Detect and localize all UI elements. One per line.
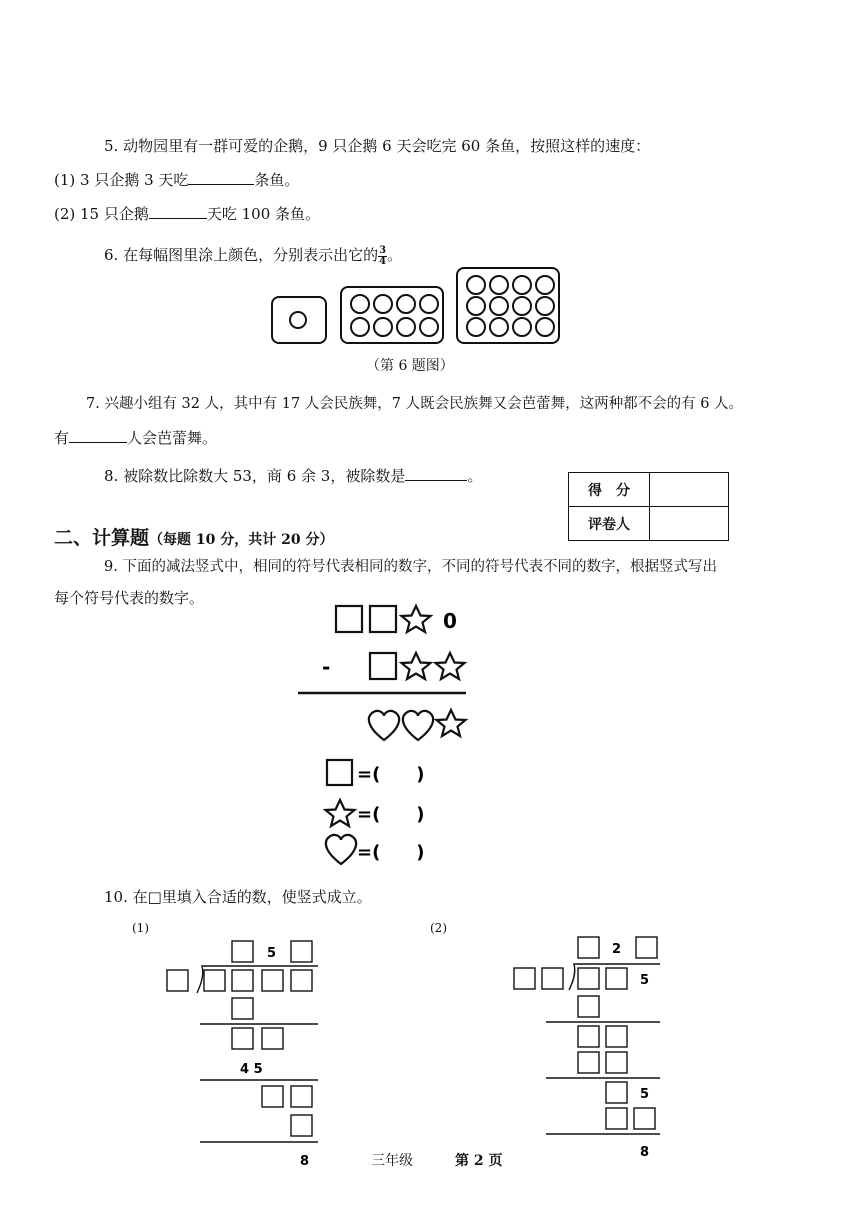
- blank-box[interactable]: [514, 968, 535, 989]
- footer-grade: 三年级: [371, 1153, 413, 1169]
- digit: 5: [640, 973, 650, 988]
- square-answer[interactable]: =( ): [357, 764, 425, 785]
- digit: 5: [640, 1087, 650, 1102]
- blank-box[interactable]: [578, 937, 599, 958]
- q10-stem: 10. 在□里填入合适的数，使竖式成立。: [104, 888, 372, 906]
- blank-box[interactable]: [634, 1108, 655, 1129]
- section-2-title: 二、计算题: [54, 527, 150, 549]
- blank-box[interactable]: [636, 937, 657, 958]
- blank-box[interactable]: [606, 1052, 627, 1073]
- blank-box[interactable]: [578, 968, 599, 989]
- blank-box[interactable]: [542, 968, 563, 989]
- q5-part2-text: (2) 15 只企鹅: [54, 205, 149, 223]
- star-answer[interactable]: =( ): [357, 804, 425, 825]
- q6-fraction-numerator: 3: [379, 244, 387, 256]
- q6-caption: （第 6 题图）: [366, 358, 454, 374]
- score-label: 得 分: [569, 473, 650, 507]
- blank-box[interactable]: [606, 1026, 627, 1047]
- digits: 4 5: [240, 1062, 263, 1077]
- q9-stem-line2: 每个符号代表的数字。: [54, 589, 205, 607]
- remainder: 8: [300, 1154, 310, 1169]
- q7-line2-suffix: 人会芭蕾舞。: [127, 429, 218, 447]
- q7-line2-prefix: 有: [54, 429, 70, 447]
- q10-label-1: (1): [132, 921, 149, 935]
- blank-box[interactable]: [606, 1108, 627, 1129]
- minus-sign: -: [322, 655, 331, 679]
- blank-box[interactable]: [578, 1052, 599, 1073]
- blank-box[interactable]: [578, 996, 599, 1017]
- q10-label-2: (2): [430, 921, 447, 935]
- q9-stem-line1: 9. 下面的减法竖式中，相同的符号代表相同的数字，不同的符号代表不同的数字，根据竖式写出: [104, 559, 717, 575]
- q6-stem-text: 6. 在每幅图里涂上颜色，分别表示出它的: [104, 246, 379, 264]
- q6-stem-end: 。: [387, 246, 403, 264]
- footer-page: 第 2 页: [455, 1153, 503, 1169]
- q6-fraction-denominator: 4: [379, 255, 387, 267]
- blank-box[interactable]: [606, 968, 627, 989]
- q8-end: 。: [467, 467, 483, 485]
- blank-box[interactable]: [578, 1026, 599, 1047]
- grader-label: 评卷人: [569, 507, 650, 541]
- zero-digit: 0: [443, 609, 457, 633]
- blank-box[interactable]: [606, 1082, 627, 1103]
- q5-part1-suffix: 条鱼。: [254, 171, 300, 189]
- heart-answer[interactable]: =( ): [357, 842, 425, 863]
- q7-stem: 7. 兴趣小组有 32 人，其中有 17 人会民族舞，7 人既会民族舞又会芭蕾舞，这两种都不会的有 6 人。: [86, 396, 744, 412]
- q5-stem: 5. 动物园里有一群可爱的企鹅，9 只企鹅 6 天会吃完 60 条鱼，按照这样的速度：: [104, 137, 651, 155]
- q5-part2-suffix: 天吃 100 条鱼。: [206, 205, 321, 223]
- digit: 2: [612, 942, 622, 957]
- digit: 5: [267, 946, 277, 961]
- remainder: 8: [640, 1145, 650, 1160]
- section-2-note: （每题 10 分，共计 20 分）: [149, 532, 334, 548]
- q8-text: 8. 被除数比除数大 53，商 6 余 3，被除数是: [104, 467, 406, 485]
- q5-part1-text: (1) 3 只企鹅 3 天吃: [54, 171, 189, 189]
